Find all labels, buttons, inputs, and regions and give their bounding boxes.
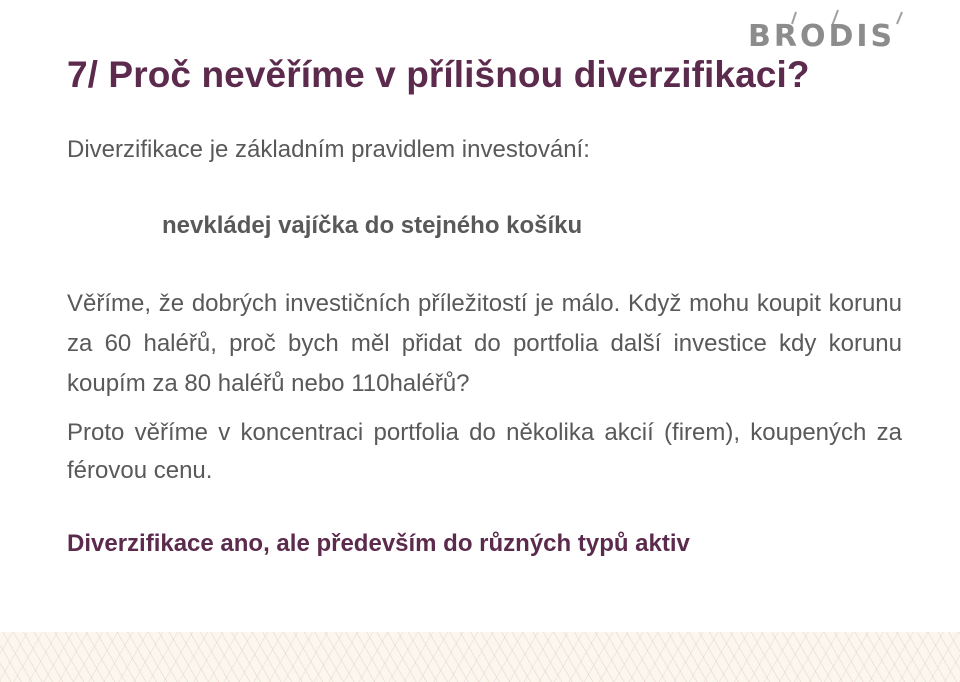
intro-text: Diverzifikace je základním pravidlem investování: <box>67 136 590 163</box>
paragraph-2: Proto věříme v koncentraci portfolia do několika akcií (firem), koupených za férovou cenu. <box>67 419 902 484</box>
motto-text: nevkládej vajíčka do stejného košíku <box>162 212 583 239</box>
slide-title: 7/ Proč nevěříme v přílišnou diverzifikaci? <box>67 54 810 95</box>
brodis-logo <box>748 8 908 54</box>
brodis-logo-mark <box>748 8 908 54</box>
footer-decorative-band <box>0 632 960 682</box>
brodis-logo-text: BRODIS <box>748 19 896 54</box>
paragraph-1: Věříme, že dobrých investičních příležitostí je málo. Když mohu koupit korunu za 60 haléřů, proč bych měl přidat do portfolia další investice kdy korunu koupím za 80 haléřů nebo 110haléřů? <box>67 290 902 397</box>
conclusion-text: Diverzifikace ano, ale především do různých typů aktiv <box>67 530 690 557</box>
